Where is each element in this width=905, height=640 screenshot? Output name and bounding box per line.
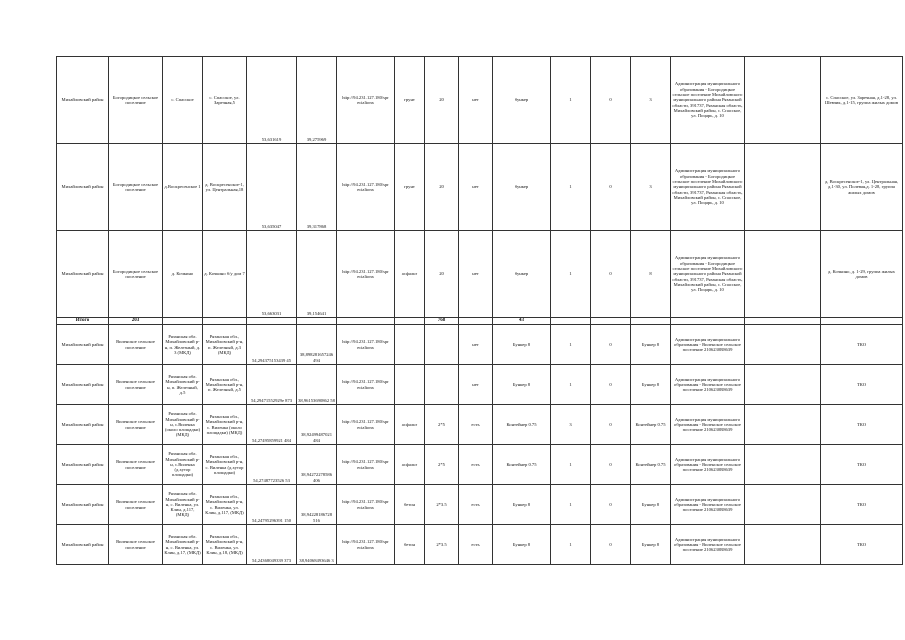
table-cell-c15: Администрация муниципального образования - Богородицкое сельское поселение Михайловского муниципального района Рязанской области, 391737, Рязанская область, Михайловский район, с. Спасское, ул. Поцарь, д. 10 — [671, 231, 745, 318]
table-cell-c13: 0 — [591, 144, 631, 231]
table-cell-c13: 0 — [591, 57, 631, 144]
table-cell-c8: грунт — [395, 144, 425, 231]
table-cell-c7: http://94.231.127.180/spr ecialtonx — [337, 525, 395, 565]
table-cell-c3: д. Кочкино — [163, 231, 203, 318]
table-cell-spacer — [745, 57, 821, 144]
table-cell-c7: http://94.231.127.180/spr ecialtonx — [337, 445, 395, 485]
table-cell-c2: Виленское сельское поселение — [109, 325, 163, 365]
total-empty-cell — [671, 318, 745, 325]
table-cell-c3: Рязанская обл. Михайловский р-н, с.Виленка (д.хутор площадки) — [163, 445, 203, 485]
table-cell-c1: Михайловский район — [57, 144, 109, 231]
table-cell-c12: 1 — [551, 365, 591, 405]
total-empty-cell — [247, 318, 297, 325]
table-cell-c11: Бункер 8 — [493, 525, 551, 565]
table-cell-spacer — [745, 405, 821, 445]
table-cell-c10: нет — [459, 365, 493, 405]
table-cell-c11: Бункер 8 — [493, 365, 551, 405]
table-cell-spacer — [745, 144, 821, 231]
table-cell-c14: Контейнер 0.75 — [631, 405, 671, 445]
table-cell-c10: нет — [459, 144, 493, 231]
table-cell-c9 — [425, 325, 459, 365]
table-cell-c6: 39,154641 — [297, 231, 337, 318]
table-cell-c10: есть — [459, 445, 493, 485]
table-cell-c7: http://94.231.127.180/spr ecialtonx — [337, 231, 395, 318]
table-row — [57, 231, 903, 318]
table-row — [57, 365, 903, 405]
table-cell-c1: Михайловский район — [57, 445, 109, 485]
table-cell-c5: 54,24368049339 373 — [247, 525, 297, 565]
table-cell-c3: Рязанская обл. Михайловский р-н, с. Виленка, ул. Клин, д.117, (МКД) — [163, 485, 203, 525]
table-cell-c10: нет — [459, 231, 493, 318]
table-cell-c10: есть — [459, 525, 493, 565]
total-empty-cell — [821, 318, 903, 325]
table-cell-c3: Рязанская обл. Михайловский р-н, п. Железный, д. 3 (МКД) — [163, 325, 203, 365]
table-cell-c14: Бункер 8 — [631, 365, 671, 405]
table-cell-c15: Администрация муниципального образования - Виленское сельское поселение 2106230R8639 — [671, 525, 745, 565]
table-cell-c6: 38,898281657246 494 — [297, 325, 337, 365]
table-cell-spacer — [745, 365, 821, 405]
table-cell-c2: Богородицкое сельское поселение — [109, 144, 163, 231]
table-cell-c8 — [395, 365, 425, 405]
table-row — [57, 485, 903, 525]
table-cell-spacer — [745, 325, 821, 365]
table-cell-c1: Михайловский район — [57, 365, 109, 405]
table-cell-spacer — [745, 485, 821, 525]
table-cell-c13: 0 — [591, 525, 631, 565]
table-cell-c12: 1 — [551, 525, 591, 565]
table-cell-c15: Администрация муниципального образования - Богородицкое сельское поселение Михайловского муниципального района Рязанской области, 391737, Рязанская область, Михайловский район, с. Спасское, ул. Поцарь, д. 10 — [671, 144, 745, 231]
table-cell-c5: 54,27495859921 484 — [247, 405, 297, 445]
table-cell-c8: бетон — [395, 485, 425, 525]
table-cell-c2: Виленское сельское поселение — [109, 525, 163, 565]
table-cell-c14: 8 — [631, 231, 671, 318]
table-cell-c9: 2*3.5 — [425, 525, 459, 565]
total-empty-cell — [745, 318, 821, 325]
table-cell-c8: бетон — [395, 525, 425, 565]
table-cell-c11: бункер — [493, 57, 551, 144]
table-cell-c5: 53,635047 — [247, 144, 297, 231]
table-cell-c4: Рязанская обл., Михайловский р-н, с. Виленка (около площадки) (МКД) — [203, 405, 247, 445]
table-cell-c8: асфальт — [395, 231, 425, 318]
registry-table — [56, 56, 903, 565]
table-cell-c1: Михайловский район — [57, 325, 109, 365]
table-cell-c13: 0 — [591, 485, 631, 525]
table-cell-c4: д. Кочкино б/у дом 7 — [203, 231, 247, 318]
table-cell-c11: Бункер 8 — [493, 485, 551, 525]
table-cell-c16: ТКО — [821, 325, 903, 365]
total-row — [57, 318, 903, 325]
total-empty-cell — [163, 318, 203, 325]
table-cell-c15: Администрация муниципального образования - Виленское сельское поселение 2106230R8639 — [671, 325, 745, 365]
table-row — [57, 325, 903, 365]
table-cell-c14: Бункер 8 — [631, 485, 671, 525]
table-cell-c13: 0 — [591, 445, 631, 485]
table-cell-c9: 2*5 — [425, 445, 459, 485]
table-cell-c9: 2*3.5 — [425, 485, 459, 525]
table-cell-c9 — [425, 365, 459, 405]
table-cell-c9: 2*5 — [425, 405, 459, 445]
table-cell-c9: 20 — [425, 57, 459, 144]
table-cell-c12: 1 — [551, 325, 591, 365]
table-cell-c6: 38,94068493646 3 — [297, 525, 337, 565]
total-empty-cell — [337, 318, 395, 325]
table-cell-c7: http://94.231.127.180/spr ecialtonx — [337, 325, 395, 365]
table-cell-c15: Администрация муниципального образования - Виленское сельское поселение 2106230R8639 — [671, 485, 745, 525]
table-cell-c15: Администрация муниципального образования - Богородицкое сельское поселение Михайловского муниципального района Рязанской области, 391737, Рязанская область, Михайловский район, с. Спасское, ул. Поцарь, д. 10 — [671, 57, 745, 144]
table-cell-c14: Контейнер 0.75 — [631, 445, 671, 485]
table-cell-c15: Администрация муниципального образования - Виленское сельское поселение 2106230R8639 — [671, 405, 745, 445]
total-cell: 768 — [425, 318, 459, 325]
total-empty-cell — [297, 318, 337, 325]
total-empty-cell — [203, 318, 247, 325]
table-cell-spacer — [745, 231, 821, 318]
table-cell-c2: Богородицкое сельское поселение — [109, 231, 163, 318]
table-cell-c16: ТКО — [821, 445, 903, 485]
table-cell-c16: д. Воскресенское-1, ул. Центральная, д.1-30, ул. Полевая,д. 1-28, группа жилых домов — [821, 144, 903, 231]
table-cell-c5: 54,294375153439 45 — [247, 325, 297, 365]
table-cell-c2: Виленское сельское поселение — [109, 365, 163, 405]
total-empty-cell — [631, 318, 671, 325]
table-cell-c12: 3 — [551, 405, 591, 445]
table-cell-c7: http://94.231.127.180/spr ecialtonx — [337, 144, 395, 231]
table-cell-c16: с. Спасское, ул. Заречная, д.1-28, ул. Шевчик, д.1-15, группа жилых домов — [821, 57, 903, 144]
table-cell-c11: бункер — [493, 231, 551, 318]
table-cell-c12: 1 — [551, 445, 591, 485]
table-cell-c12: 1 — [551, 144, 591, 231]
table-cell-c4: Рязанская обл., Михайловский р-н, с. Виленка, ул. Клин, д.117, (МКД) — [203, 485, 247, 525]
table-cell-c11: бункер — [493, 144, 551, 231]
table-cell-c2: Виленское сельское поселение — [109, 485, 163, 525]
table-cell-c8: асфальт — [395, 445, 425, 485]
total-empty-cell — [591, 318, 631, 325]
table-cell-c6: 39,317868 — [297, 144, 337, 231]
table-cell-c16: ТКО — [821, 525, 903, 565]
total-empty-cell — [551, 318, 591, 325]
total-empty-cell — [395, 318, 425, 325]
table-cell-c1: Михайловский район — [57, 231, 109, 318]
table-cell-c1: Михайловский район — [57, 405, 109, 445]
table-cell-c10: нет — [459, 57, 493, 144]
table-cell-c5: 54,29471552929e 873 — [247, 365, 297, 405]
table-cell-c1: Михайловский район — [57, 57, 109, 144]
table-cell-c8: асфальт — [395, 405, 425, 445]
table-cell-c6: 38,94272278586 406 — [297, 445, 337, 485]
table-row — [57, 405, 903, 445]
table-cell-c3: д.Воскресенское 1 — [163, 144, 203, 231]
table-cell-c4: с. Спасское, ул. Заречная,5 — [203, 57, 247, 144]
table-row — [57, 57, 903, 144]
table-row — [57, 144, 903, 231]
table-cell-c6: 38,92499487021 484 — [297, 405, 337, 445]
table-cell-c3: Рязанская обл. Михайловский р-н, с. Виленка, ул. Клин, д.17, (МКД) — [163, 525, 203, 565]
table-cell-c16: ТКО — [821, 405, 903, 445]
table-cell-c13: 0 — [591, 405, 631, 445]
table-cell-c5: 54,27487723526 53 — [247, 445, 297, 485]
table-cell-c2: Виленское сельское поселение — [109, 405, 163, 445]
table-cell-c3: с. Спасское — [163, 57, 203, 144]
table-cell-c10: нет — [459, 325, 493, 365]
table-cell-c5: 54,24795296391 150 — [247, 485, 297, 525]
table-cell-c10: есть — [459, 405, 493, 445]
table-cell-c13: 0 — [591, 325, 631, 365]
table-cell-c6: 38,96153690862 58 — [297, 365, 337, 405]
table-cell-c9: 20 — [425, 231, 459, 318]
table-cell-c11: Контейнер 0.75 — [493, 405, 551, 445]
table-cell-c14: 3 — [631, 57, 671, 144]
total-cell: Итого — [57, 318, 109, 325]
table-cell-c10: есть — [459, 485, 493, 525]
table-cell-c12: 1 — [551, 57, 591, 144]
table-cell-c6: 38,94228186728 516 — [297, 485, 337, 525]
table-cell-c14: Бункер 8 — [631, 525, 671, 565]
total-cell: 203 — [109, 318, 163, 325]
table-row — [57, 525, 903, 565]
table-cell-c2: Богородицкое сельское поселение — [109, 57, 163, 144]
table-cell-c16: ТКО — [821, 485, 903, 525]
table-cell-c14: 3 — [631, 144, 671, 231]
table-cell-spacer — [745, 445, 821, 485]
table-row — [57, 445, 903, 485]
table-cell-c9: 20 — [425, 144, 459, 231]
table-cell-c13: 0 — [591, 365, 631, 405]
table-cell-c7: http://94.231.127.180/spr ecialtonx — [337, 365, 395, 405]
table-cell-c4: д. Воскресенское-1, ул. Центральная,18 — [203, 144, 247, 231]
table-cell-c3: Рязанская обл. Михайловский р-н, с.Виленка (около площадки) (МКД) — [163, 405, 203, 445]
table-cell-c11: Бункер 8 — [493, 325, 551, 365]
table-cell-c8 — [395, 325, 425, 365]
table-cell-c7: http://94.231.127.180/spr ecialtonx — [337, 57, 395, 144]
table-cell-c4: Рязанская обл., Михайловский р-н, с. Виленка, ул. Клин, д.18, (МКД) — [203, 525, 247, 565]
table-cell-c5: 53,663031 — [247, 231, 297, 318]
table-cell-c4: Рязанская обл., Михайловский р-н, п. Железный, д.5 — [203, 365, 247, 405]
table-cell-c6: 39,275969 — [297, 57, 337, 144]
table-cell-c4: Рязанская обл., Михайловский р-н, с. Виленка (д.хутор площадки) — [203, 445, 247, 485]
table-cell-c16: д. Кочкино, д. 1-29, группа жилых домов — [821, 231, 903, 318]
table-cell-c15: Администрация муниципального образования - Виленское сельское поселение 2106230R8639 — [671, 445, 745, 485]
table-cell-c16: ТКО — [821, 365, 903, 405]
table-cell-c14: Бункер 8 — [631, 325, 671, 365]
total-empty-cell — [459, 318, 493, 325]
table-cell-c1: Михайловский район — [57, 485, 109, 525]
table-cell-c3: Рязанская обл. Михайловский р-н, п. Железный, д.5 — [163, 365, 203, 405]
table-cell-c7: http://94.231.127.180/spr ecialtonx — [337, 405, 395, 445]
table-cell-c4: Рязанская обл., Михайловский р-н, п. Железный, д.3 (МКД) — [203, 325, 247, 365]
table-cell-c7: http://94.231.127.180/spr ecialtonx — [337, 485, 395, 525]
table-cell-c1: Михайловский район — [57, 525, 109, 565]
table-cell-c12: 1 — [551, 231, 591, 318]
table-cell-spacer — [745, 525, 821, 565]
total-cell: 43 — [493, 318, 551, 325]
table-cell-c13: 0 — [591, 231, 631, 318]
table-cell-c8: грунт — [395, 57, 425, 144]
table-cell-c5: 53,631619 — [247, 57, 297, 144]
table-cell-c2: Виленское сельское поселение — [109, 445, 163, 485]
table-cell-c15: Администрация муниципального образования - Виленское сельское поселение 2106230R8639 — [671, 365, 745, 405]
table-cell-c11: Контейнер 0.75 — [493, 445, 551, 485]
table-cell-c12: 1 — [551, 485, 591, 525]
